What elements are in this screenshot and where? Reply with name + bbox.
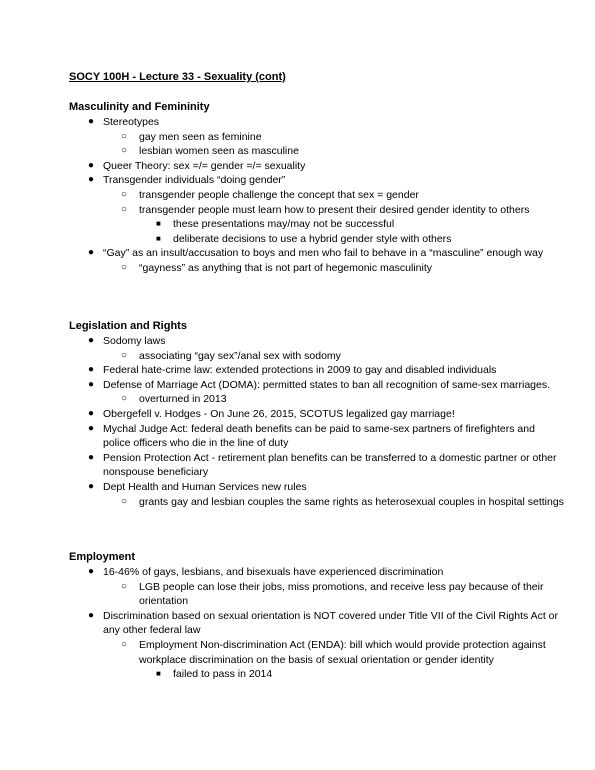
list-item: [103, 261, 565, 276]
sub-list: [103, 392, 565, 407]
bullet-dot-icon: ●: [88, 247, 95, 259]
list-item: [69, 334, 565, 363]
bullet-circle-icon: ○: [121, 638, 128, 650]
section-masculinity-femininity: [69, 100, 565, 276]
list-item: [69, 159, 565, 174]
list-item-text: 16-46% of gays, lesbians, and bisexuals have experienced discrimination: [103, 566, 444, 578]
list-item-text: Pension Protection Act - retirement plan benefits can be transferred to a domestic partner or other nonspouse beneficiary: [103, 451, 557, 479]
sub-list: [103, 130, 565, 159]
bullet-square-icon: ■: [156, 233, 161, 243]
list-item-text: deliberate decisions to use a hybrid gender style with others: [173, 232, 452, 245]
list-item-text: transgender people challenge the concept that sex = gender: [139, 188, 419, 201]
bullet-circle-icon: ○: [121, 495, 128, 507]
bullet-circle-icon: ○: [121, 261, 128, 273]
bullet-list: [69, 115, 565, 276]
bullet-dot-icon: ●: [88, 364, 95, 376]
bullet-dot-icon: ●: [88, 407, 95, 419]
list-item-text: “gayness” as anything that is not part of hegemonic masculinity: [139, 261, 432, 274]
list-item-text: transgender people must learn how to present their desired gender identity to others: [139, 203, 530, 216]
sub-sub-list: [139, 667, 565, 682]
list-item-text: gay men seen as feminine: [139, 130, 262, 143]
list-item: [69, 407, 565, 422]
list-item-text: Mychal Judge Act: federal death benefits can be paid to same-sex partners of firefighters and police officers who die in the line of duty: [103, 422, 535, 450]
list-item: [103, 130, 565, 145]
list-item-text: Obergefell v. Hodges - On June 26, 2015, SCOTUS legalized gay marriage!: [103, 407, 455, 420]
list-item-text: Federal hate-crime law: extended protections in 2009 to gay and disabled individuals: [103, 364, 497, 377]
list-item: [69, 480, 565, 509]
list-item: [69, 378, 565, 407]
list-item: [69, 451, 565, 480]
bullet-dot-icon: ●: [88, 609, 95, 621]
sub-list: [103, 495, 565, 510]
bullet-dot-icon: ●: [88, 116, 95, 127]
bullet-square-icon: ■: [156, 219, 161, 229]
list-item-text: Queer Theory: sex =/= gender =/= sexuality: [103, 159, 306, 172]
sub-sub-list: [139, 217, 565, 246]
bullet-dot-icon: ●: [88, 451, 95, 463]
list-item-text: overturned in 2013: [139, 393, 227, 406]
bullet-dot-icon: ●: [88, 480, 95, 492]
bullet-circle-icon: ○: [121, 188, 128, 200]
list-item: [103, 349, 565, 364]
list-item-text: grants gay and lesbian couples the same rights as heterosexual couples in hospital settings: [139, 495, 564, 508]
section-employment: [69, 550, 565, 682]
list-item-text: LGB people can lose their jobs, miss promotions, and receive less pay because of their orientation: [139, 580, 544, 608]
list-item-text: failed to pass in 2014: [173, 668, 273, 681]
list-item-text: Employment Non-discrimination Act (ENDA): bill which would provide protection against workplace discrimination on the basis of sexual orientation or gender identity: [139, 638, 546, 666]
list-item-text: Discrimination based on sexual orientation is NOT covered under Title VII of the Civil Rights Act or any other federal law: [103, 609, 559, 637]
list-item: [69, 609, 565, 682]
list-item: [69, 363, 565, 378]
list-item-text: “Gay” as an insult/accusation to boys and men who fail to behave in a “masculine” enough way: [103, 247, 544, 260]
section-heading: Employment: [69, 551, 136, 563]
list-item: [103, 392, 565, 407]
section-heading: Masculinity and Femininity: [69, 101, 210, 113]
list-item: [69, 115, 565, 159]
list-item: [69, 422, 565, 451]
bullet-dot-icon: ●: [88, 566, 95, 577]
bullet-dot-icon: ●: [88, 378, 95, 390]
list-item: [103, 580, 565, 609]
list-item: [69, 565, 565, 609]
bullet-list: [69, 565, 565, 682]
bullet-circle-icon: ○: [121, 393, 128, 405]
list-item: [139, 232, 565, 247]
list-item: [69, 173, 565, 246]
bullet-list: [69, 334, 565, 509]
bullet-square-icon: ■: [156, 669, 161, 679]
list-item: [103, 495, 565, 510]
section-legislation-rights: [69, 319, 565, 509]
bullet-circle-icon: ○: [121, 130, 128, 142]
bullet-circle-icon: ○: [121, 203, 128, 215]
sub-list: [103, 261, 565, 276]
list-item: [139, 217, 565, 232]
list-item-text: these presentations may/may not be successful: [173, 218, 395, 231]
document-title: SOCY 100H - Lecture 33 - Sexuality (cont): [69, 71, 286, 83]
list-item-text: Dept Health and Human Services new rules: [103, 480, 307, 493]
list-item-text: Defense of Marriage Act (DOMA): permitted states to ban all recognition of same-sex marriages.: [103, 378, 551, 391]
list-item-text: Stereotypes: [103, 116, 160, 128]
list-item-text: Sodomy laws: [103, 335, 166, 347]
bullet-dot-icon: ●: [88, 422, 95, 434]
list-item: [139, 667, 565, 682]
sub-list: [103, 188, 565, 246]
bullet-dot-icon: ●: [88, 174, 95, 186]
list-item-text: associating “gay sex”/anal sex with sodomy: [139, 349, 341, 362]
bullet-dot-icon: ●: [88, 159, 95, 171]
list-item: [103, 203, 565, 247]
sub-list: [103, 580, 565, 609]
bullet-circle-icon: ○: [121, 349, 128, 361]
list-item: [103, 144, 565, 159]
list-item-text: lesbian women seen as masculine: [139, 145, 299, 158]
bullet-dot-icon: ●: [88, 335, 95, 346]
list-item: [69, 246, 565, 275]
list-item: [103, 188, 565, 203]
section-heading: Legislation and Rights: [69, 320, 187, 332]
list-item-text: Transgender individuals “doing gender”: [103, 174, 286, 187]
sub-list: [103, 349, 565, 364]
list-item: [103, 638, 565, 682]
sub-list: [103, 638, 565, 682]
bullet-circle-icon: ○: [121, 145, 128, 157]
bullet-circle-icon: ○: [121, 580, 128, 592]
